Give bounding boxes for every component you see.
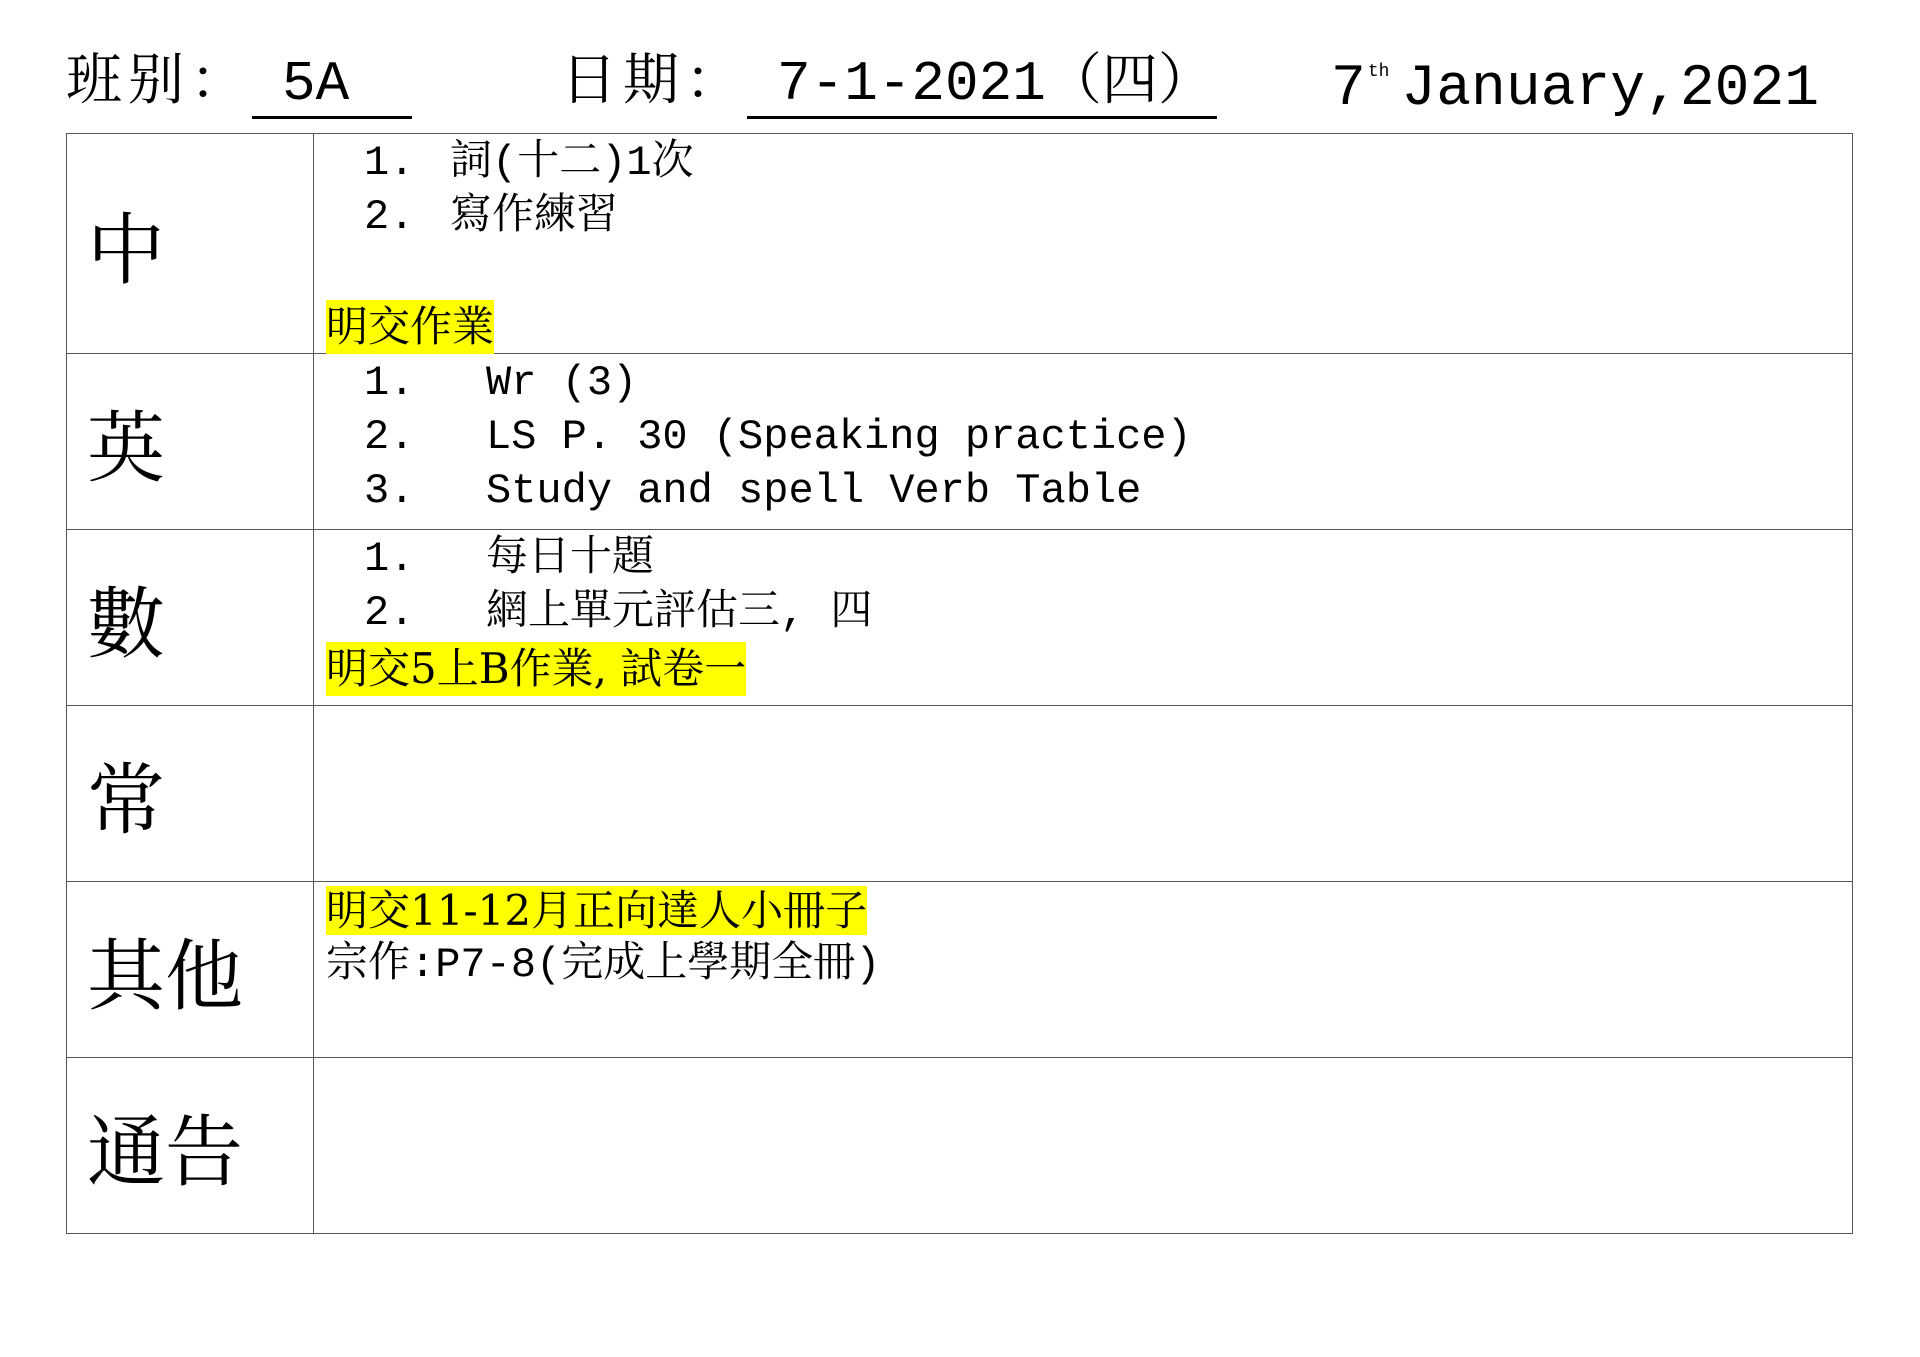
class-value: 5A [252, 56, 412, 119]
date-label: 日期： [561, 48, 747, 113]
table-row-general-studies [67, 706, 1853, 882]
item-text: 寫作練習 [450, 193, 619, 241]
others-line: 宗作:P7-8(完成上學期全冊) [326, 941, 881, 989]
table-row-notice [67, 1058, 1853, 1234]
english-date [1331, 57, 1820, 122]
english-date-rest: January,2021 [1401, 57, 1820, 122]
date-field [561, 48, 1217, 119]
content-notice [314, 1058, 1853, 1234]
chinese-list [314, 134, 1852, 244]
item-number: 1. [364, 139, 415, 187]
content-chinese [314, 134, 1853, 354]
item-text: LS P. 30 (Speaking practice) [486, 413, 1192, 461]
content-english [314, 354, 1853, 530]
table-row-math [67, 530, 1853, 706]
subject-math: 數 [67, 530, 314, 706]
highlighted-note: 明交作業 [326, 300, 494, 354]
item-number: 1. [364, 535, 415, 583]
highlighted-note: 明交11-12月正向達人小冊子 [326, 886, 868, 935]
item-text: 詞(十二)1次 [450, 139, 694, 187]
english-list [314, 354, 1852, 518]
item-number: 2. [364, 193, 415, 241]
list-item [314, 136, 1852, 190]
list-item [314, 410, 1852, 464]
table-row-english [67, 354, 1853, 530]
math-list [314, 530, 1852, 640]
table-row-others [67, 882, 1853, 1058]
homework-table [66, 133, 1853, 1234]
list-item [314, 356, 1852, 410]
subject-notice: 通告 [67, 1058, 314, 1234]
subject-general-studies: 常 [67, 706, 314, 882]
item-text: 網上單元評估三, 四 [486, 589, 873, 637]
list-item [314, 464, 1852, 518]
item-text: Wr (3) [486, 359, 638, 407]
class-label: 班别： [66, 48, 252, 113]
item-text: Study and spell Verb Table [486, 467, 1142, 515]
highlighted-note: 明交5上B作業, 試卷一 [326, 642, 746, 696]
item-number: 2. [364, 413, 415, 461]
list-item [314, 532, 1852, 586]
header [66, 48, 1856, 127]
subject-chinese: 中 [67, 134, 314, 354]
item-number: 2. [364, 589, 415, 637]
list-item [314, 586, 1852, 640]
class-field [66, 48, 412, 119]
content-others [314, 882, 1853, 1058]
item-text: 每日十題 [486, 535, 655, 583]
subject-others: 其他 [67, 882, 314, 1058]
english-date-suffix: th [1367, 62, 1390, 82]
subject-english: 英 [67, 354, 314, 530]
item-number: 3. [364, 467, 415, 515]
date-value: 7-1-2021（四） [747, 56, 1217, 119]
item-number: 1. [364, 359, 415, 407]
content-general-studies [314, 706, 1853, 882]
list-item [314, 190, 1852, 244]
table-row-chinese [67, 134, 1853, 354]
content-math [314, 530, 1853, 706]
english-date-day: 7 [1331, 57, 1366, 122]
